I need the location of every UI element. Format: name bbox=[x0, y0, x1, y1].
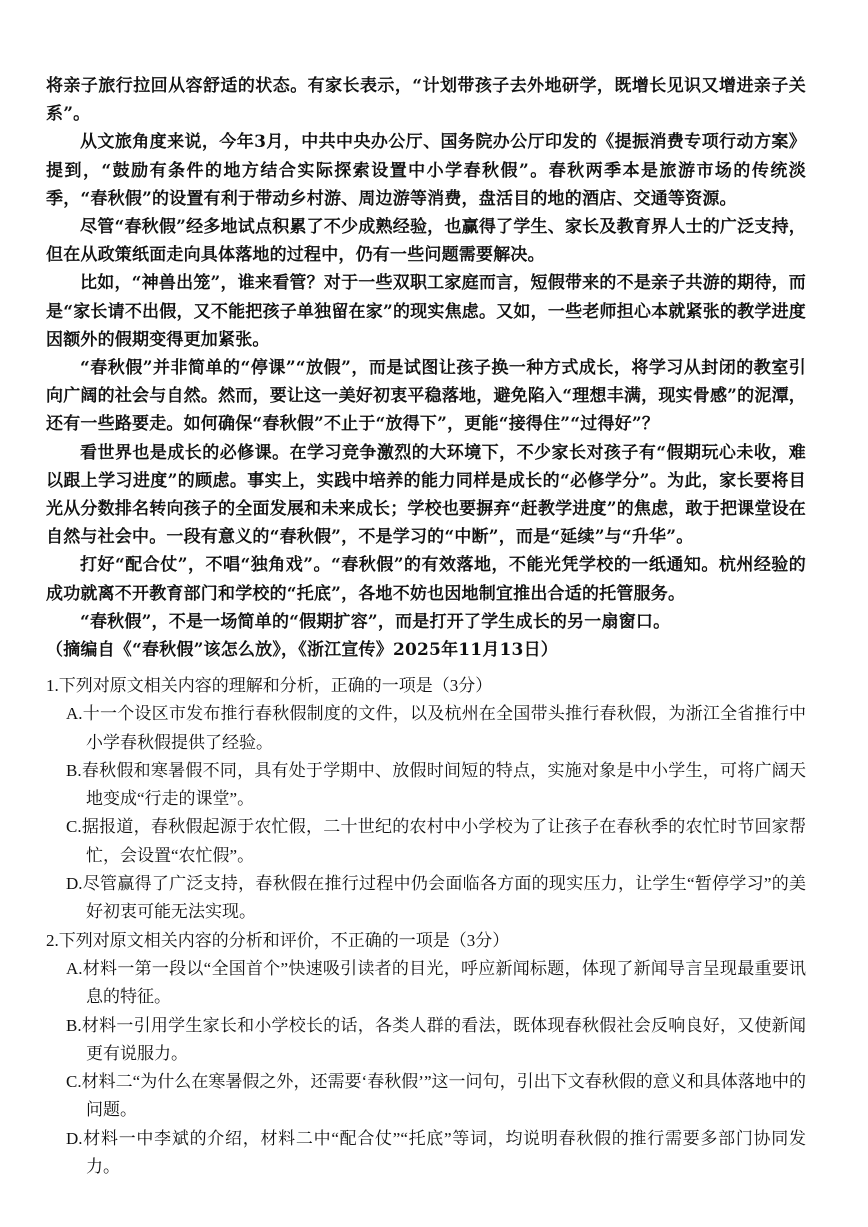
question-list bbox=[46, 672, 806, 1181]
question-2-option-b: B.材料一引用学生家长和小学校长的话，各类人群的看法，既体现春秋假社会反响良好，又使新闻更有说服力。 bbox=[66, 1015, 806, 1063]
question-1-option-b: B.春秋假和寒暑假不同，具有处于学期中、放假时间短的特点，实施对象是中小学生，可将广阔天地变成“行走的课堂”。 bbox=[66, 760, 806, 809]
article-paragraph-1: 将亲子旅行拉回从容舒适的状态。有家长表示，“计划带孩子去外地研学，既增长见识又增进亲子关系”。 bbox=[46, 76, 806, 125]
question-1-option-d: D.尽管赢得了广泛支持，春秋假在推行过程中仍会面临各方面的现实压力，让学生“暂停学习”的美好初衷可能无法实现。 bbox=[66, 874, 806, 922]
question-2-option-a: A.材料一第一段以“全国首个”快速吸引读者的目光，呼应新闻标题，体现了新闻导言呈现最重要讯息的特征。 bbox=[66, 958, 806, 1007]
article-source: （摘编自《“春秋假”该怎么放》，《浙江宣传》2025年11月13日） bbox=[46, 640, 558, 661]
question-2-stem: 2.下列对原文相关内容的分析和评价，不正确的一项是（3分） bbox=[46, 930, 510, 950]
article-paragraph-5: “春秋假”并非简单的“停课”“放假”，而是试图让孩子换一种方式成长，将学习从封闭的教室引向广阔的社会与自然。然而，要让这一美好初衷平稳落地，避免陷入“理想丰满，现实骨感”的泥潭，还有一些路要走。如何确保“春秋假”不止于“放得下”，更能“接得住”“过得好”？ bbox=[46, 358, 806, 435]
question-1-stem: 1.下列对原文相关内容的理解和分析，正确的一项是（3分） bbox=[46, 676, 493, 695]
article-paragraph-7: 打好“配合仗”，不唱“独角戏”。“春秋假”的有效落地，不能光凭学校的一纸通知。杭州经验的成功就离不开教育部门和学校的“托底”，各地不妨也因地制宜推出合适的托管服务。 bbox=[46, 555, 806, 604]
article-body bbox=[46, 72, 806, 664]
question-2-option-d: D.材料一中李斌的介绍，材料二中“配合仗”“托底”等词，均说明春秋假的推行需要多部门协同发力。 bbox=[66, 1128, 806, 1177]
article-paragraph-8: “春秋假”，不是一场简单的“假期扩容”，而是打开了学生成长的另一扇窗口。 bbox=[80, 611, 671, 632]
question-1-option-a: A.十一个设区市发布推行春秋假制度的文件，以及杭州在全国带头推行春秋假，为浙江全省推行中小学春秋假提供了经验。 bbox=[66, 704, 806, 752]
article-paragraph-6: 看世界也是成长的必修课。在学习竞争激烈的大环境下，不少家长对孩子有“假期玩心未收，难以跟上学习进度”的顾虑。事实上，实践中培养的能力同样是成长的“必修学分”。为此，家长要将目光从分数排名转向孩子的全面发展和未来成长；学校也要摒弃“赶教学进度”的焦虑，敢于把课堂设在自然与社会中。一段有意义的“春秋假”，不是学习的“中断”，而是“延续”与“升华”。 bbox=[46, 442, 806, 548]
article-paragraph-4: 比如，“神兽出笼”，谁来看管？对于一些双职工家庭而言，短假带来的不是亲子共游的期待，而是“家长请不出假，又不能把孩子单独留在家”的现实焦虑。又如，一些老师担心本就紧张的教学进度因额外的假期变得更加紧张。 bbox=[46, 273, 806, 350]
article-paragraph-3: 尽管“春秋假”经多地试点积累了不少成熟经验，也赢得了学生、家长及教育界人士的广泛支持，但在从政策纸面走向具体落地的过程中，仍有一些问题需要解决。 bbox=[46, 217, 806, 266]
question-1-option-c: C.据报道，春秋假起源于农忙假，二十世纪的农村中小学校为了让孩子在春秋季的农忙时节回家帮忙，会设置“农忙假”。 bbox=[66, 817, 806, 865]
question-2-option-c: C.材料二“为什么在寒暑假之外，还需要‘春秋假’”这一问句，引出下文春秋假的意义和具体落地中的问题。 bbox=[66, 1072, 806, 1120]
article-paragraph-2: 从文旅角度来说，今年3月，中共中央办公厅、国务院办公厅印发的《提振消费专项行动方案》提到，“鼓励有条件的地方结合实际探索设置中小学春秋假”。春秋两季本是旅游市场的传统淡季，“春秋假”的设置有利于带动乡村游、周边游等消费，盘活目的地的酒店、交通等资源。 bbox=[46, 132, 806, 209]
